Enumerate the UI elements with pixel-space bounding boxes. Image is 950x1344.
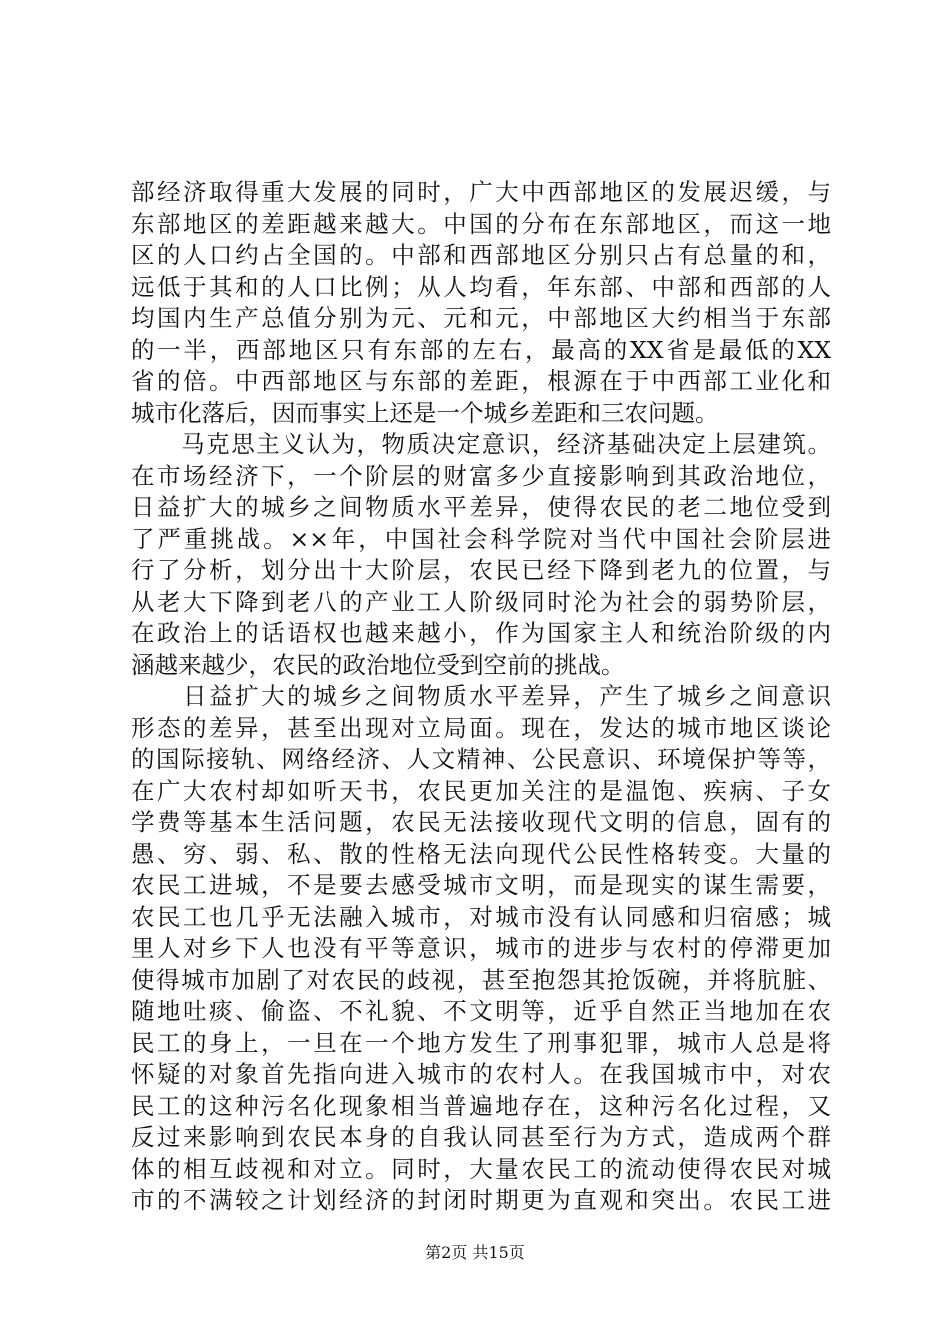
text-line: 行了分析，划分出十大阶层，农民已经下降到老九的位置，与 [131, 556, 831, 584]
text-line: 民工的身上，一旦在一个地方发生了刑事犯罪，城市人总是将 [131, 1028, 831, 1057]
text-line: 日益扩大的城乡之间物质水平差异，使得农民的老二地位受到 [131, 493, 831, 521]
text-line: 愚、穷、弱、私、散的性格无法向现代公民性格转变。大量的 [131, 839, 831, 868]
text-line: 里人对乡下人也没有平等意识，城市的进步与农村的停滞更加 [131, 934, 831, 962]
text-line: 了严重挑战。××年，中国社会科学院对当代中国社会阶层进 [131, 524, 831, 553]
text-line: 在政治上的话语权也越来越小，作为国家主人和统治阶级的内 [131, 619, 831, 647]
text-line: 日益扩大的城乡之间物质水平差异，产生了城乡之间意识 [131, 682, 831, 710]
text-line: 的国际接轨、网络经济、人文精神、公民意识、环境保护等等， [131, 745, 831, 773]
text-line: 区的人口约占全国的。中部和西部地区分别只占有总量的和， [131, 241, 831, 269]
text-line: 学费等基本生活问题，农民无法接收现代文明的信息，固有的 [131, 808, 831, 836]
text-line: 民工的这种污名化现象相当普遍地存在，这种污名化过程，又 [131, 1091, 831, 1120]
text-line: 的一半，西部地区只有东部的左右，最高的XX省是最低的XX [131, 335, 831, 364]
text-line: 涵越来越少，农民的政治地位受到空前的挑战。 [131, 650, 625, 679]
text-line: 农民工进城，不是要去感受城市文明，而是现实的谋生需要， [131, 871, 831, 899]
text-line: 在市场经济下，一个阶层的财富多少直接影响到其政治地位， [131, 461, 831, 490]
text-line: 从老大下降到老八的产业工人阶级同时沦为社会的弱势阶层， [131, 587, 831, 616]
text-line: 部经济取得重大发展的同时，广大中西部地区的发展迟缓，与 [131, 178, 831, 206]
text-line: 在广大农村却如听天书，农民更加关注的是温饱、疾病、子女 [131, 776, 831, 805]
text-line: 随地吐痰、偷盗、不礼貌、不文明等，近乎自然正当地加在农 [131, 997, 831, 1025]
text-line: 市的不满较之计划经济的封闭时期更为直观和突出。农民工进 [131, 1186, 831, 1214]
text-line: 使得城市加剧了对农民的歧视，甚至抱怨其抢饭碗，并将肮脏、 [131, 965, 831, 994]
text-line: 远低于其和的人口比例；从人均看，年东部、中部和西部的人 [131, 272, 831, 301]
text-line: 城市化落后，因而事实上还是一个城乡差距和三农问题。 [131, 398, 719, 427]
text-line: 省的倍。中西部地区与东部的差距，根源在于中西部工业化和 [131, 367, 831, 395]
text-line: 均国内生产总值分别为元、元和元，中部地区大约相当于东部 [131, 304, 831, 332]
body-text [131, 177, 831, 1217]
text-line: 怀疑的对象首先指向进入城市的农村人。在我国城市中，对农 [131, 1060, 831, 1088]
text-line: 马克思主义认为，物质决定意识，经济基础决定上层建筑。 [131, 430, 831, 458]
text-line: 反过来影响到农民本身的自我认同甚至行为方式，造成两个群 [131, 1123, 831, 1151]
text-line: 农民工也几乎无法融入城市，对城市没有认同感和归宿感；城 [131, 902, 831, 931]
text-line: 形态的差异，甚至出现对立局面。现在，发达的城市地区谈论 [131, 713, 831, 742]
page-footer: 第2页 共15页 [425, 1243, 525, 1262]
text-line: 东部地区的差距越来越大。中国的分布在东部地区，而这一地 [131, 209, 831, 238]
text-line: 体的相互歧视和对立。同时，大量农民工的流动使得农民对城 [131, 1154, 831, 1183]
